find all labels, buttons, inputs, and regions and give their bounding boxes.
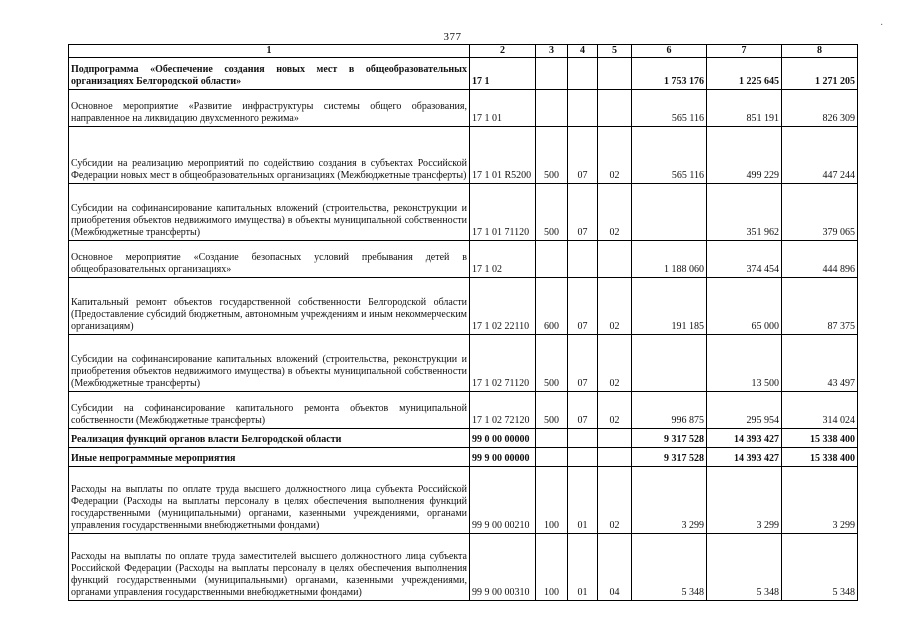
- row-subsection-cell: [568, 448, 598, 467]
- row-amount-3-cell: 314 024: [782, 392, 858, 429]
- row-code-cell: 17 1 01 R5200: [470, 127, 536, 184]
- row-amount-2-cell: 851 191: [707, 90, 782, 127]
- row-subsection-cell: 07: [568, 278, 598, 335]
- table-row: [69, 127, 858, 184]
- row-name-cell: Субсидии на софинансирование капитальных вложений (строительства, реконструкции и приобретения объектов недвижимого имущества) в объекты муниципальной собственности (Межбюджетные трансферты): [69, 184, 470, 241]
- row-subsection-cell: [568, 90, 598, 127]
- row-name-cell: Расходы на выплаты по оплате труда заместителей высшего должностного лица субъекта Российской Федерации (Расходы на выплаты персоналу в целях обеспечения выполнения функций государственными (муниципальными) органами, казенными учреждениями, органами управления государственными внебюджетными фондами): [69, 534, 470, 601]
- row-amount-1-cell: 1 753 176: [632, 58, 707, 90]
- row-name-cell: Подпрограмма «Обеспечение создания новых мест в общеобразовательных организациях Белгородской области»: [69, 58, 470, 90]
- row-amount-3-cell: 3 299: [782, 467, 858, 534]
- row-subsection-cell: [568, 241, 598, 278]
- row-amount-1-cell: [632, 184, 707, 241]
- row-section-cell: 600: [536, 278, 568, 335]
- table-row: [69, 392, 858, 429]
- row-amount-3-cell: 826 309: [782, 90, 858, 127]
- row-item-cell: 02: [598, 335, 632, 392]
- row-amount-2-cell: 65 000: [707, 278, 782, 335]
- row-amount-2-cell: 295 954: [707, 392, 782, 429]
- row-name-cell: Основное мероприятие «Создание безопасных условий пребывания детей в общеобразовательных организациях»: [69, 241, 470, 278]
- row-amount-1-cell: 191 185: [632, 278, 707, 335]
- row-code-cell: 99 0 00 00000: [470, 429, 536, 448]
- row-code-cell: 17 1 01 71120: [470, 184, 536, 241]
- row-amount-2-cell: 13 500: [707, 335, 782, 392]
- row-subsection-cell: [568, 58, 598, 90]
- row-section-cell: [536, 448, 568, 467]
- row-subsection-cell: [568, 429, 598, 448]
- row-section-cell: [536, 90, 568, 127]
- scan-mark: ·: [880, 20, 884, 31]
- row-item-cell: 02: [598, 278, 632, 335]
- header-row: [69, 45, 858, 58]
- row-name-cell: Субсидии на реализацию мероприятий по содействию создания в субъектах Российской Федерации новых мест в общеобразовательных организациях (Межбюджетные трансферты): [69, 127, 470, 184]
- row-section-cell: 500: [536, 184, 568, 241]
- table-row: [69, 534, 858, 601]
- column-header: 4: [568, 45, 598, 58]
- column-header: 7: [707, 45, 782, 58]
- table-row: [69, 90, 858, 127]
- row-amount-1-cell: 5 348: [632, 534, 707, 601]
- row-amount-2-cell: 5 348: [707, 534, 782, 601]
- row-amount-2-cell: 374 454: [707, 241, 782, 278]
- row-amount-3-cell: 1 271 205: [782, 58, 858, 90]
- column-header: 6: [632, 45, 707, 58]
- row-amount-3-cell: 43 497: [782, 335, 858, 392]
- column-header: 5: [598, 45, 632, 58]
- row-amount-1-cell: 3 299: [632, 467, 707, 534]
- table-row: [69, 184, 858, 241]
- row-code-cell: 99 9 00 00000: [470, 448, 536, 467]
- row-name-cell: Реализация функций органов власти Белгородской области: [69, 429, 470, 448]
- budget-table: [68, 44, 858, 601]
- row-amount-3-cell: 447 244: [782, 127, 858, 184]
- row-name-cell: Субсидии на софинансирование капитального ремонта объектов муниципальной собственности (Межбюджетные трансферты): [69, 392, 470, 429]
- row-name-cell: Иные непрограммные мероприятия: [69, 448, 470, 467]
- row-amount-1-cell: 565 116: [632, 90, 707, 127]
- row-amount-3-cell: 15 338 400: [782, 429, 858, 448]
- row-amount-2-cell: 14 393 427: [707, 429, 782, 448]
- row-section-cell: 500: [536, 392, 568, 429]
- row-section-cell: 100: [536, 534, 568, 601]
- row-amount-2-cell: 1 225 645: [707, 58, 782, 90]
- row-amount-3-cell: 15 338 400: [782, 448, 858, 467]
- row-section-cell: 500: [536, 127, 568, 184]
- row-subsection-cell: 01: [568, 467, 598, 534]
- row-item-cell: 02: [598, 467, 632, 534]
- row-code-cell: 99 9 00 00210: [470, 467, 536, 534]
- row-item-cell: 02: [598, 392, 632, 429]
- table-row: [69, 448, 858, 467]
- row-amount-2-cell: 3 299: [707, 467, 782, 534]
- row-name-cell: Субсидии на софинансирование капитальных вложений (строительства, реконструкции и приобретения объектов недвижимого имущества) в объекты муниципальной собственности (Межбюджетные трансферты): [69, 335, 470, 392]
- column-header: 8: [782, 45, 858, 58]
- page-number: 377: [443, 31, 462, 43]
- row-amount-1-cell: 1 188 060: [632, 241, 707, 278]
- row-amount-1-cell: [632, 335, 707, 392]
- row-code-cell: 17 1: [470, 58, 536, 90]
- row-item-cell: [598, 448, 632, 467]
- table-row: [69, 278, 858, 335]
- row-subsection-cell: 01: [568, 534, 598, 601]
- row-code-cell: 17 1 01: [470, 90, 536, 127]
- row-item-cell: [598, 429, 632, 448]
- row-subsection-cell: 07: [568, 335, 598, 392]
- row-name-cell: Капитальный ремонт объектов государственной собственности Белгородской области (Предоставление субсидий бюджетным, автономным учреждениям и иным некоммерческим организациям): [69, 278, 470, 335]
- row-name-cell: Расходы на выплаты по оплате труда высшего должностного лица субъекта Российской Федерации (Расходы на выплаты персоналу в целях обеспечения выполнения функций государственными (муниципальными) органами, казенными учреждениями, органами управления государственными внебюджетными фондами): [69, 467, 470, 534]
- row-name-cell: Основное мероприятие «Развитие инфраструктуры системы общего образования, направленное на ликвидацию двухсменного режима»: [69, 90, 470, 127]
- row-section-cell: 500: [536, 335, 568, 392]
- column-header: 2: [470, 45, 536, 58]
- row-amount-3-cell: 5 348: [782, 534, 858, 601]
- row-section-cell: [536, 58, 568, 90]
- row-amount-2-cell: 499 229: [707, 127, 782, 184]
- column-header: 1: [69, 45, 470, 58]
- row-section-cell: [536, 241, 568, 278]
- row-amount-2-cell: 351 962: [707, 184, 782, 241]
- row-item-cell: [598, 241, 632, 278]
- table-row: [69, 241, 858, 278]
- row-amount-3-cell: 87 375: [782, 278, 858, 335]
- table-row: [69, 335, 858, 392]
- row-code-cell: 17 1 02 71120: [470, 335, 536, 392]
- row-item-cell: 02: [598, 127, 632, 184]
- table-row: [69, 58, 858, 90]
- table-row: [69, 467, 858, 534]
- row-item-cell: [598, 90, 632, 127]
- row-amount-1-cell: 996 875: [632, 392, 707, 429]
- row-section-cell: [536, 429, 568, 448]
- row-amount-1-cell: 9 317 528: [632, 429, 707, 448]
- row-section-cell: 100: [536, 467, 568, 534]
- row-item-cell: 02: [598, 184, 632, 241]
- row-amount-2-cell: 14 393 427: [707, 448, 782, 467]
- row-subsection-cell: 07: [568, 392, 598, 429]
- table-row: [69, 429, 858, 448]
- row-subsection-cell: 07: [568, 127, 598, 184]
- row-amount-3-cell: 379 065: [782, 184, 858, 241]
- row-code-cell: 17 1 02 22110: [470, 278, 536, 335]
- row-amount-1-cell: 9 317 528: [632, 448, 707, 467]
- row-code-cell: 99 9 00 00310: [470, 534, 536, 601]
- row-code-cell: 17 1 02: [470, 241, 536, 278]
- row-item-cell: [598, 58, 632, 90]
- row-amount-3-cell: 444 896: [782, 241, 858, 278]
- row-amount-1-cell: 565 116: [632, 127, 707, 184]
- row-item-cell: 04: [598, 534, 632, 601]
- row-subsection-cell: 07: [568, 184, 598, 241]
- column-header: 3: [536, 45, 568, 58]
- row-code-cell: 17 1 02 72120: [470, 392, 536, 429]
